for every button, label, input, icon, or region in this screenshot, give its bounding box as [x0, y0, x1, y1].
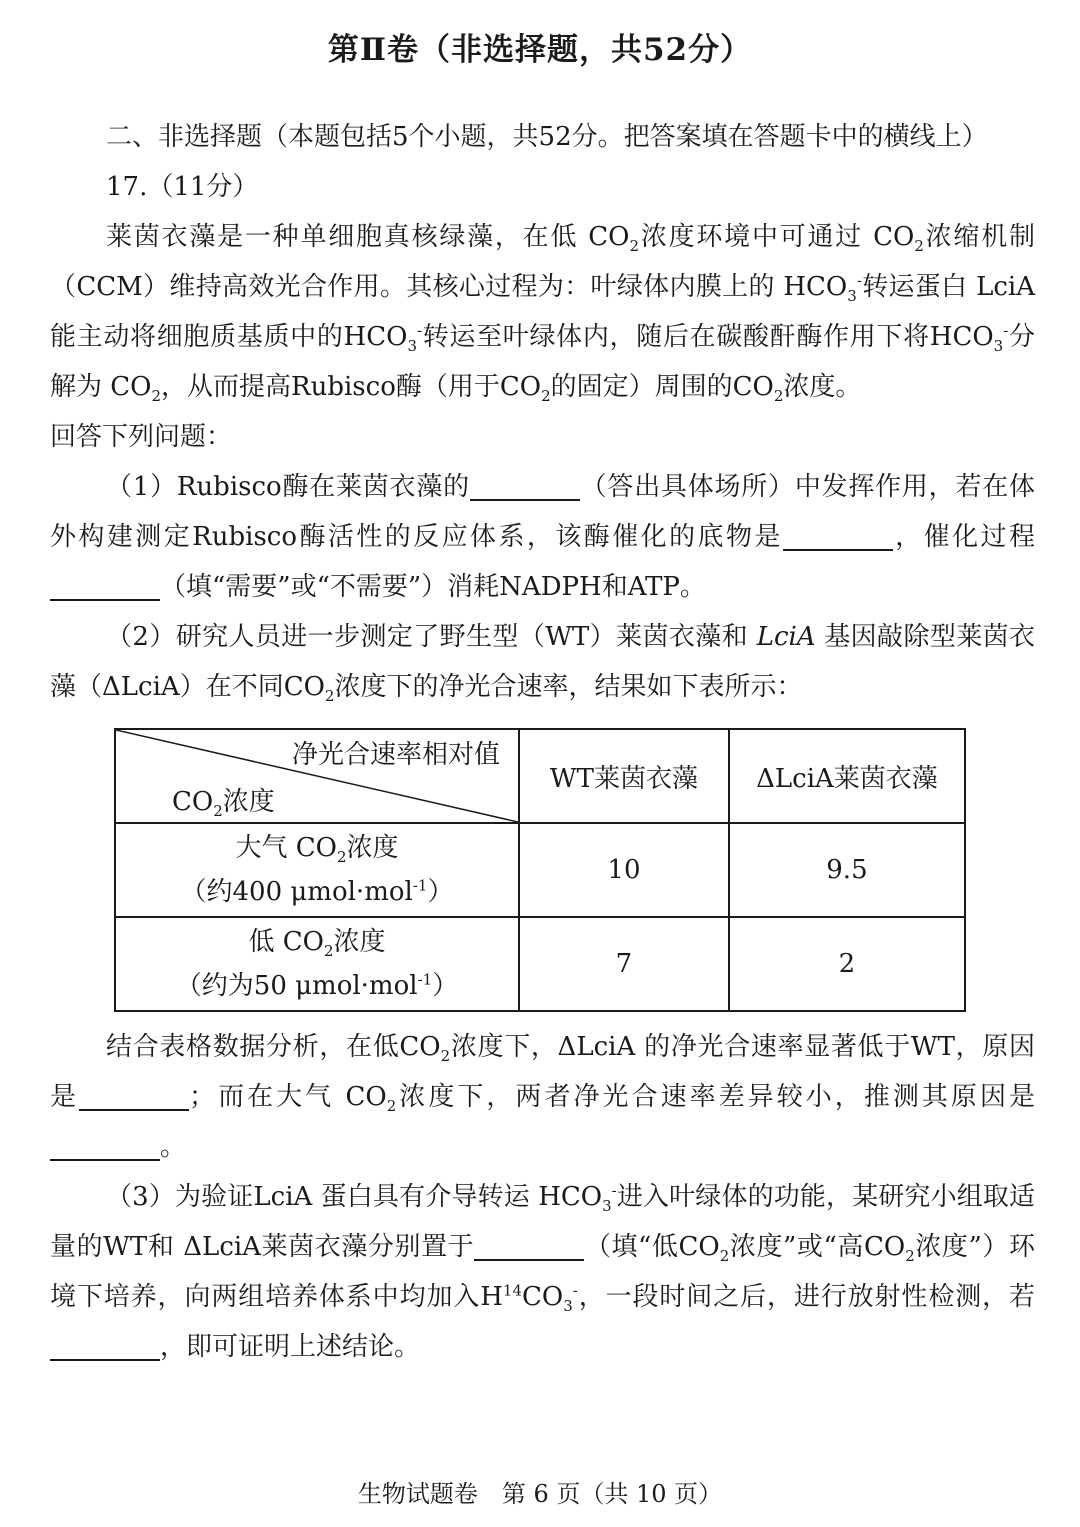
answer-blank-7[interactable]: [50, 1329, 160, 1361]
answer-blank-6[interactable]: [474, 1229, 584, 1261]
section-header: 二、非选择题（本题包括5个小题，共52分。把答案填在答题卡中的横线上）: [106, 122, 988, 152]
cell-atmospheric-wt: 10: [519, 823, 729, 917]
answer-blank-1[interactable]: [470, 469, 580, 501]
intro-paragraph: 莱茵衣藻是一种单细胞真核绿藻，在低 $CO_2$浓度环境中可通过 $CO_2$浓缩机制（CCM）维持高效光合作用。其核心过程为：叶绿体内膜上的 $HCO_3^-$转运蛋白 LciA 能主动将细胞质基质中的$HCO_3^-$转运至叶绿体内，随后在碳酸酐酶作用下将$HCO_3^-$分解为 $CO_2$，从而提高Rubisco酶（用于$CO_2$的固定）周围的$CO_2$浓度。: [50, 222, 1036, 406]
cell-atmospheric-ko: 9.5: [729, 823, 965, 917]
question-number: 17.（11分）: [106, 172, 259, 202]
answer-blank-2[interactable]: [783, 519, 893, 551]
answer-prompt: 回答下列问题：: [50, 422, 233, 452]
corner-label-top: 净光合速率相对值: [291, 740, 500, 770]
col-header-wt: WT莱茵衣藻: [519, 729, 729, 823]
question-2-analysis: 结合表格数据分析，在低$CO_2$浓度下，ΔLciA 的净光合速率显著低于WT，原因是 ；而在大气 $CO_2$浓度下，两者净光合速率差异较小，推测其原因是。: [50, 1032, 1035, 1162]
cell-low-ko: 2: [729, 917, 965, 1011]
table-corner-cell: [115, 729, 519, 823]
question-block-bottom: [50, 1022, 1035, 1372]
data-table: [114, 728, 966, 1012]
page-footer: 生物试题卷 第 6 页（共 10 页）: [357, 1480, 723, 1508]
corner-label-bottom: $CO_2$浓度: [172, 787, 275, 821]
question-block-top: [50, 112, 1035, 712]
question-1: （1）Rubisco酶在莱茵衣藻的 （答出具体场所）中发挥作用，若在体外构建测定Rubisco酶活性的反应体系，该酶催化的底物是 ，催化过程（填“需要”或“不需要”）消耗NADPH和ATP。: [50, 462, 1035, 612]
row-label-atmospheric: 大气 $CO_2$浓度 （约400 μmol·mol$^{-1}$）: [115, 823, 519, 917]
cell-low-wt: 7: [519, 917, 729, 1011]
col-header-ko: ΔLciA莱茵衣藻: [729, 729, 965, 823]
answer-blank-4[interactable]: [79, 1079, 189, 1111]
question-2: （2）研究人员进一步测定了野生型（WT）莱茵衣藻和 LciA 基因敲除型莱茵衣藻（ΔLciA）在不同$CO_2$浓度下的净光合速率，结果如下表所示：: [50, 622, 1036, 706]
page-title: 第Ⅱ卷（非选择题，共52分）: [327, 32, 753, 68]
answer-blank-5[interactable]: [50, 1129, 160, 1161]
question-3: （3）为验证LciA 蛋白具有介导转运 $HCO_3^-$进入叶绿体的功能，某研究小组取适量的WT和 ΔLciA莱茵衣藻分别置于 （填“低$CO_2$浓度”或“高$CO_2$浓度”）环境下培养，向两组培养体系中均加入$H^{14}CO_3^-$，一段时间之后，进行放射性检测，若，即可证明上述结论。: [50, 1181, 1035, 1362]
row-label-low: 低 $CO_2$浓度 （约为50 μmol·mol$^{-1}$）: [115, 917, 519, 1011]
answer-blank-3[interactable]: [50, 569, 160, 601]
